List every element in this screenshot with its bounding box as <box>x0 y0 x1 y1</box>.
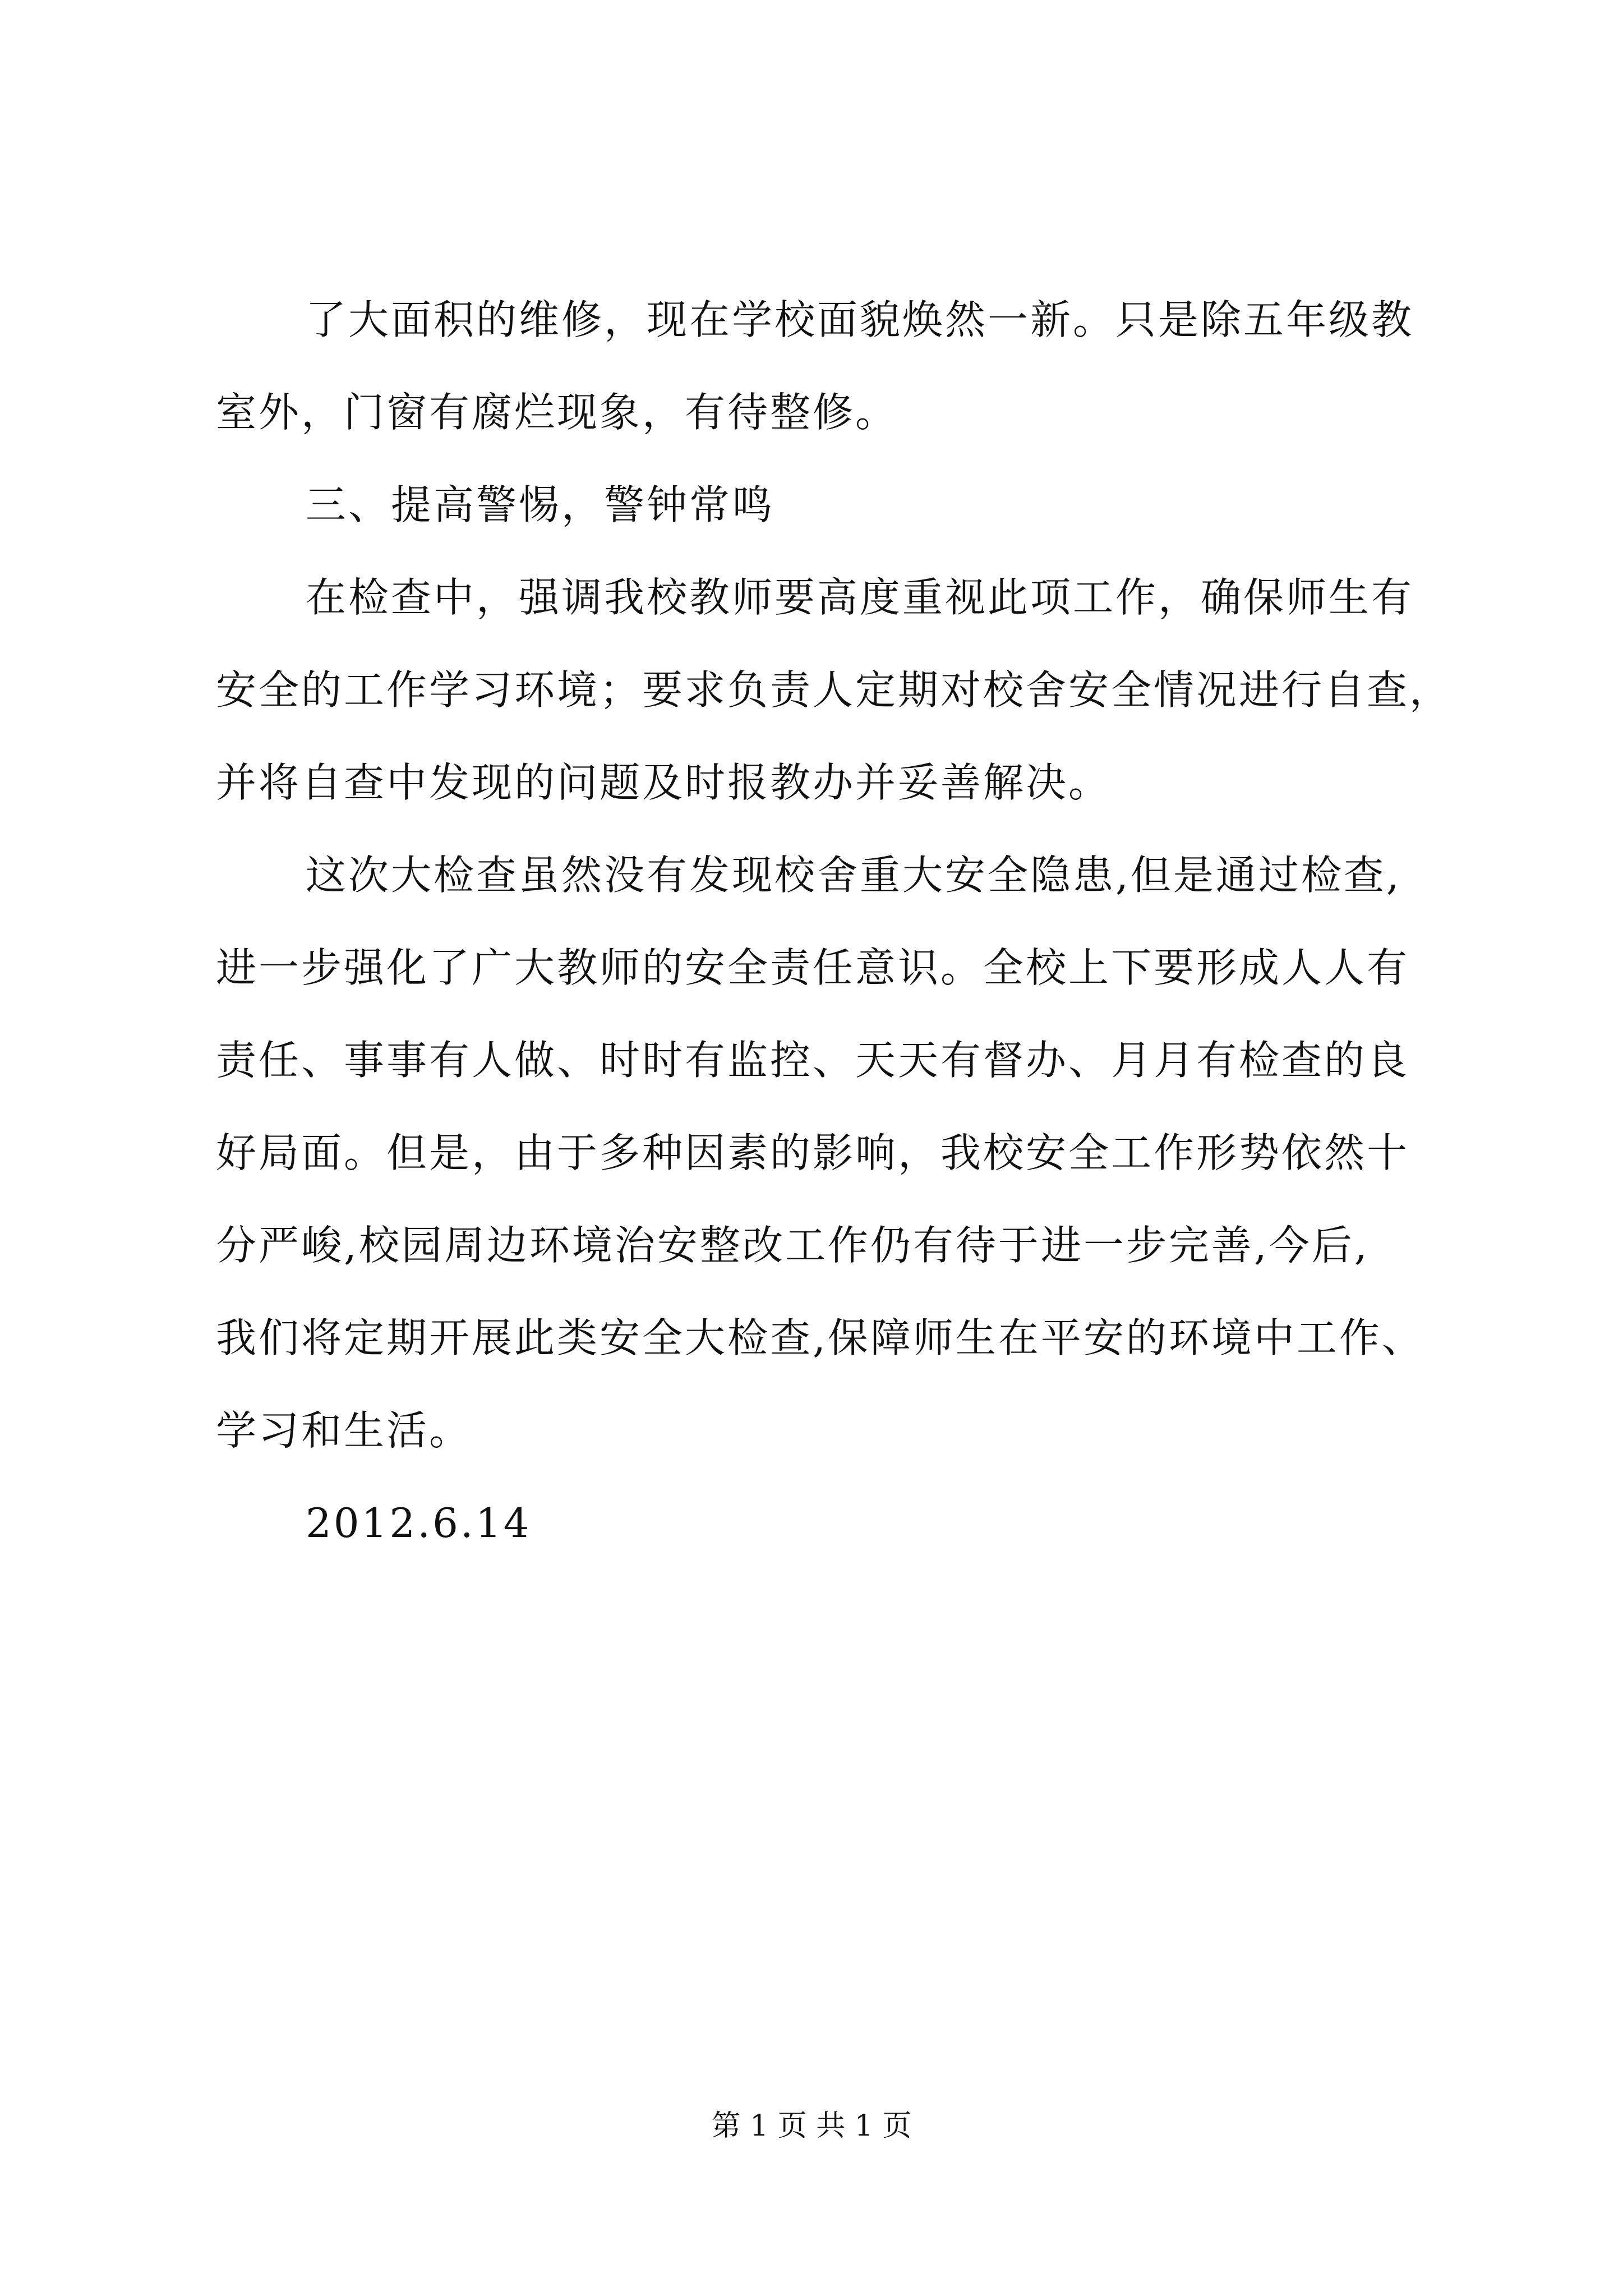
text-line-5: 安全的工作学习环境；要求负责人定期对校舍安全情况进行自查， <box>216 666 1453 714</box>
text-line-2: 室外，门窗有腐烂现象，有待整修。 <box>216 389 898 436</box>
page-footer <box>0 2104 1623 2148</box>
text-line-12: 我们将定期开展此类安全大检查,保障师生在平安的环境中工作、 <box>216 1314 1424 1361</box>
text-line-1: 了大面积的维修，现在学校面貌焕然一新。只是除五年级教 <box>306 296 1414 343</box>
page-number-label: 第 1 页 共 1 页 <box>711 2109 912 2143</box>
text-line-6: 并将自查中发现的问题及时报教办并妥善解决。 <box>216 759 1112 806</box>
text-line-9: 责任、事事有人做、时时有监控、天天有督办、月月有检查的良 <box>216 1037 1410 1084</box>
text-line-10: 好局面。但是，由于多种因素的影响，我校安全工作形势依然十 <box>216 1129 1410 1176</box>
text-line-13: 学习和生活。 <box>216 1407 472 1454</box>
document-date: 2012.6.14 <box>306 1499 532 1547</box>
text-line-4: 在检查中，强调我校教师要高度重视此项工作，确保师生有 <box>306 574 1414 621</box>
text-line-7: 这次大检查虽然没有发现校舍重大安全隐患,但是通过检查, <box>306 852 1401 899</box>
text-line-11: 分严峻,校园周边环境治安整改工作仍有待于进一步完善,今后, <box>216 1222 1370 1269</box>
text-line-8: 进一步强化了广大教师的安全责任意识。全校上下要形成人人有 <box>216 944 1410 991</box>
section-heading: 三、提高警惕，警钟常鸣 <box>306 481 775 528</box>
